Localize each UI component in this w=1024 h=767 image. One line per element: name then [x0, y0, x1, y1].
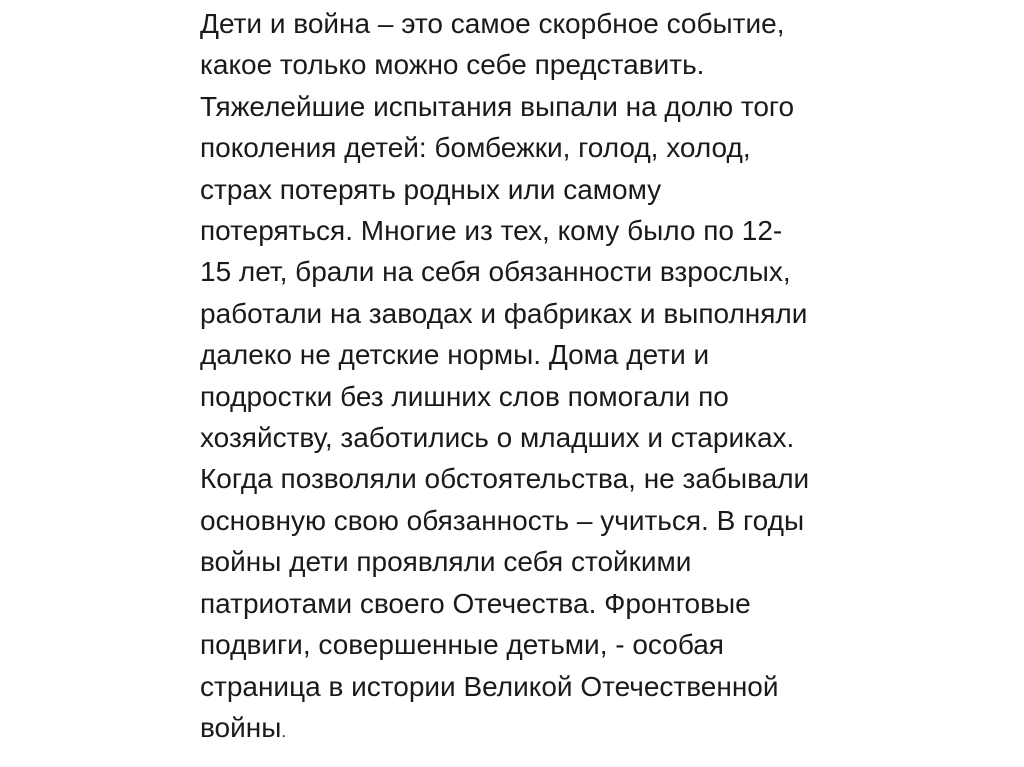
- text-line-15: патриотами своего Отечества. Фронтовые: [200, 587, 751, 619]
- body-text: [200, 3, 900, 752]
- text-line-11: хозяйству, заботились о младших и стариках.: [200, 422, 795, 454]
- text-line-12: Когда позволяли обстоятельства, не забывали: [200, 463, 810, 495]
- final-period: .: [281, 721, 287, 741]
- text-line-18-words: войны: [200, 711, 282, 743]
- text-line-16: подвиги, совершенные детьми, - особая: [200, 629, 724, 661]
- text-line-17: страница в истории Великой Отечественной: [200, 670, 779, 702]
- text-line-18: [200, 707, 900, 752]
- text-line-9: далеко не детские нормы. Дома дети и: [200, 339, 710, 371]
- text-line-6: потеряться. Многие из тех, кому было по 12-: [200, 215, 783, 247]
- text-line-8: работали на заводах и фабриках и выполняли: [200, 297, 808, 329]
- text-line-14: войны дети проявляли себя стойкими: [200, 546, 692, 578]
- text-line-2: какое только можно себе представить.: [200, 49, 705, 81]
- text-line-13: основную свою обязанность – учиться. В годы: [200, 504, 805, 536]
- text-line-4: поколения детей: бомбежки, голод, холод,: [200, 132, 751, 164]
- text-line-3: Тяжелейшие испытания выпали на долю того: [200, 90, 795, 122]
- text-line-7: 15 лет, брали на себя обязанности взрослых,: [200, 256, 791, 288]
- text-line-5: страх потерять родных или самому: [200, 173, 662, 205]
- text-line-1: Дети и война – это самое скорбное событие,: [200, 8, 785, 39]
- text-line-10: подростки без лишних слов помогали по: [200, 380, 729, 412]
